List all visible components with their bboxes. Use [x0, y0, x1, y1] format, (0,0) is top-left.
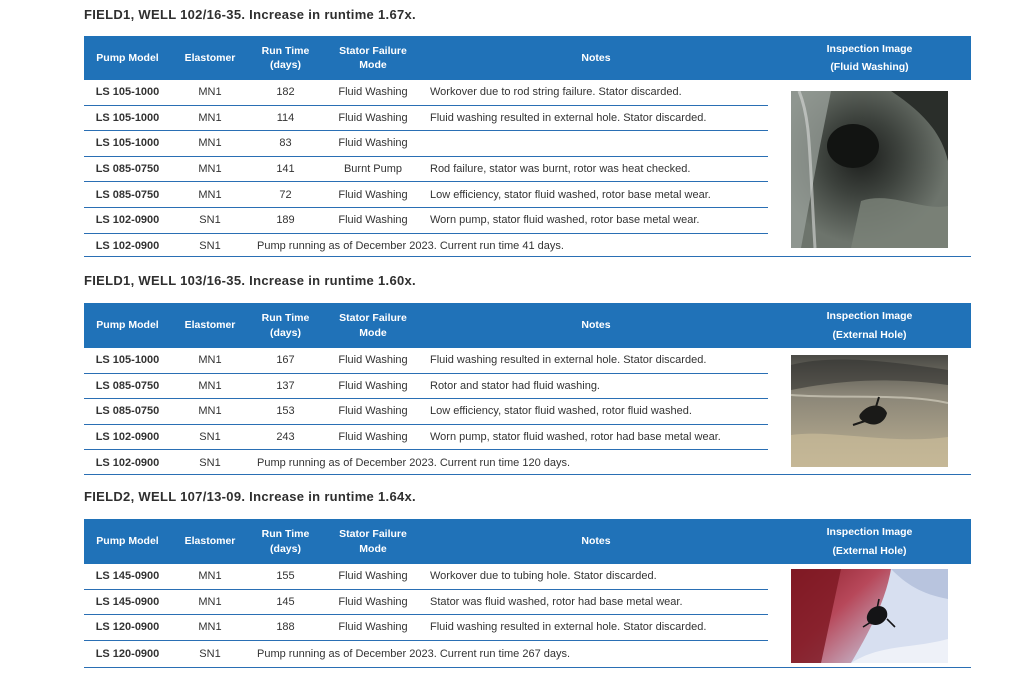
header-elastomer: Elastomer	[184, 535, 236, 548]
running-row: LS 102-0900 SN1 Pump running as of December 2023. Current run time 120 days.	[95, 457, 571, 470]
header-elastomer: Elastomer	[184, 51, 236, 64]
header-notes: Notes	[581, 535, 611, 548]
section-title: FIELD2, WELL 107/13-09. Increase in runtime 1.64x.	[84, 489, 416, 504]
table-bottom-rule	[84, 667, 971, 668]
table-row: LS 085-0750 MN1 137 Fluid Washing Rotor and stator had fluid washing.	[84, 374, 768, 400]
table-row: LS 102-0900 SN1 189 Fluid Washing Worn pump, stator fluid washed, rotor base metal wear.	[84, 208, 768, 234]
header-pump-model: Pump Model	[96, 535, 159, 548]
header-run-time: Run Time (days)	[261, 44, 310, 71]
header-inspection-image: Inspection Image (Fluid Washing)	[826, 42, 913, 73]
header-notes: Notes	[581, 319, 611, 332]
header-stator-failure-mode: Stator Failure Mode	[339, 528, 407, 555]
table-row: LS 145-0900 MN1 155 Fluid Washing Workover due to tubing hole. Stator discarded.	[84, 564, 768, 590]
table-bottom-rule	[84, 256, 971, 257]
data-rows	[84, 564, 768, 666]
section-title: FIELD1, WELL 102/16-35. Increase in runtime 1.67x.	[84, 7, 416, 22]
table-row: LS 102-0900 SN1 243 Fluid Washing Worn pump, stator fluid washed, rotor had base metal wear.	[84, 425, 768, 451]
header-pump-model: Pump Model	[96, 319, 159, 332]
header-stator-failure-mode: Stator Failure Mode	[339, 44, 407, 71]
table-header	[84, 303, 971, 348]
table-row: LS 145-0900 MN1 145 Fluid Washing Stator was fluid washed, rotor had base metal wear.	[84, 590, 768, 616]
header-inspection-image: Inspection Image (External Hole)	[826, 526, 913, 557]
header-notes: Notes	[581, 51, 611, 64]
inspection-photo-fluid-washing	[791, 91, 948, 248]
header-run-time: Run Time (days)	[261, 528, 310, 555]
table-row: LS 105-1000 MN1 182 Fluid Washing Workover due to rod string failure. Stator discarded.	[84, 80, 768, 106]
section-title: FIELD1, WELL 103/16-35. Increase in runtime 1.60x.	[84, 273, 416, 288]
data-rows	[84, 348, 768, 476]
running-row: LS 120-0900 SN1 Pump running as of December 2023. Current run time 267 days.	[95, 647, 571, 660]
table-row: LS 105-1000 MN1 167 Fluid Washing Fluid washing resulted in external hole. Stator discarded.	[84, 348, 768, 374]
inspection-photo-external-hole	[791, 569, 948, 663]
table-header	[84, 519, 971, 564]
header-run-time: Run Time (days)	[261, 312, 310, 339]
table-row: LS 120-0900 MN1 188 Fluid Washing Fluid washing resulted in external hole. Stator discarded.	[84, 615, 768, 641]
table-row: LS 085-0750 MN1 72 Fluid Washing Low efficiency, stator fluid washed, rotor base metal wear.	[84, 182, 768, 208]
table-row: LS 085-0750 MN1 141 Burnt Pump Rod failure, stator was burnt, rotor was heat checked.	[84, 157, 768, 183]
table-header	[84, 36, 971, 80]
table-row: LS 105-1000 MN1 114 Fluid Washing Fluid washing resulted in external hole. Stator discarded.	[84, 106, 768, 132]
data-rows	[84, 80, 768, 259]
header-elastomer: Elastomer	[184, 319, 236, 332]
header-pump-model: Pump Model	[96, 51, 159, 64]
running-row: LS 102-0900 SN1 Pump running as of December 2023. Current run time 41 days.	[95, 240, 564, 253]
header-stator-failure-mode: Stator Failure Mode	[339, 312, 407, 339]
table-row: LS 085-0750 MN1 153 Fluid Washing Low efficiency, stator fluid washed, rotor fluid washed.	[84, 399, 768, 425]
inspection-photo-external-hole	[791, 355, 948, 467]
table-row: LS 105-1000 MN1 83 Fluid Washing	[84, 131, 768, 157]
header-inspection-image: Inspection Image (External Hole)	[826, 310, 913, 341]
table-bottom-rule	[84, 474, 971, 475]
